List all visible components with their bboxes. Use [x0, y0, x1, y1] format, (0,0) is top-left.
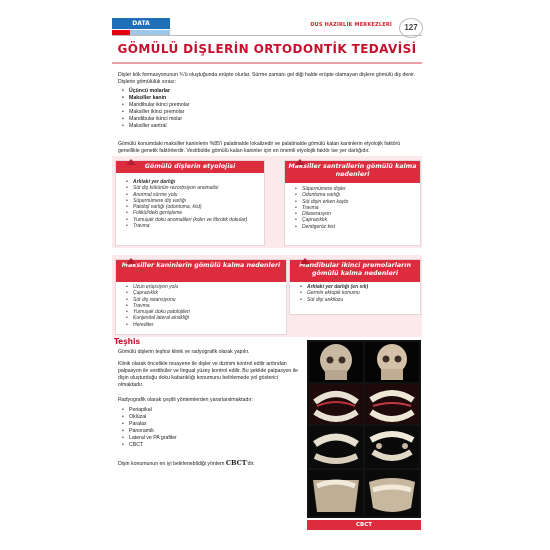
- box-tab-icon: [126, 258, 136, 264]
- list-item: • Mandibular ikinci premolar: [122, 102, 322, 109]
- list-item: • Mandibular ikinci molar: [122, 116, 322, 123]
- list-item: • Travma: [126, 223, 258, 229]
- list-item: • Süt diş kökünün rezorbsiyon anomalisi: [126, 185, 258, 191]
- etiology-list: [126, 179, 258, 229]
- premolar-box-title: Mandibular ikinci premolarların gömülü kalma nedenleri: [290, 260, 420, 282]
- diagnosis-heading: Teşhis: [114, 337, 141, 346]
- page-title: GÖMÜLÜ DİŞLERİN ORTODONTİK TEDAVİSİ: [117, 42, 417, 56]
- list-item: • Odontoma varlığı: [295, 192, 414, 198]
- diagnosis-p3: Radyografik olarak çeşitli yöntemlerden yararlanılmaktadır:: [118, 397, 253, 403]
- list-item: • Süt dişi ankilozu: [300, 297, 414, 303]
- diagnosis-p4: [118, 460, 303, 468]
- image-caption: CBCT: [307, 520, 421, 530]
- central-box: [284, 160, 421, 246]
- radiographic-methods-list: [122, 407, 272, 449]
- list-item: • Lateral ve PA grafiler: [122, 435, 272, 442]
- box-tab-icon: [126, 159, 136, 165]
- section-label: DUS HAZIRLIK MERKEZLERİ: [310, 22, 392, 28]
- list-item: • Arktaki yer darlığı (en sık): [300, 284, 414, 290]
- cbct-image-panel: [307, 340, 421, 518]
- central-list: [295, 186, 414, 230]
- cbct-renders-illustration: [307, 340, 421, 518]
- canine-list: [126, 284, 280, 328]
- diagnosis-p4-suffix: 'dir.: [246, 461, 255, 467]
- list-item: • Dentigeröz kist: [295, 224, 414, 230]
- list-item: • Yumuşak doku anomalileri (kalın ve fibrotik dokular): [126, 217, 258, 223]
- list-item: • Maksiller kanin: [122, 95, 322, 102]
- diagnosis-p2: Klinik olarak öncelikle muayene ile dişler ve dizinim kontrol edilir ardından palpasyon ile vestibüler ve lingual yüzey kontrol edilir. Bu şekilde palpasyon ile dişin oluşturduğu doku kabarıklığı konumunu belirlemede yol gösterici olmaktadır.: [118, 361, 298, 388]
- diagnosis-p4-prefix: Dişin konumunun en iyi belirlenebildiği yöntem: [118, 461, 226, 467]
- list-item: • Germin ektopik konumu: [300, 290, 414, 296]
- etiology-box-title: Gömülü dişlerin etyolojisi: [116, 161, 264, 173]
- list-item: • CBCT: [122, 442, 272, 449]
- list-item: • Çaprazıklık: [295, 217, 414, 223]
- central-box-title: Maksiller santrallerin gömülü kalma nedenleri: [285, 161, 420, 183]
- header-divider: [112, 35, 422, 36]
- list-item: • Panoramik: [122, 428, 272, 435]
- list-item: • Maksiller ikinci premolar: [122, 109, 322, 116]
- list-item: • Herediter: [126, 322, 280, 328]
- list-item: • Folikül/deki genişleme: [126, 210, 258, 216]
- list-item: • Süpernümere diş varlığı: [126, 198, 258, 204]
- box-tab-icon: [300, 258, 310, 264]
- list-item: • Süpernümere dişler: [295, 186, 414, 192]
- page-number: 127: [399, 18, 423, 38]
- list-item: • Süt dişin erken kaybı: [295, 199, 414, 205]
- etiology-box: [115, 160, 265, 246]
- list-item: • Arktaki yer darlığı: [126, 179, 258, 185]
- premolar-list: [300, 284, 414, 303]
- impaction-order-list: [122, 88, 322, 130]
- canine-box-title: Maksiller kaninlerin gömülü kalma nedenleri: [116, 260, 286, 282]
- diagnosis-p1: Gömülü dişlerin teşhisi klinik ve radyografik olarak yapılır.: [118, 349, 250, 355]
- list-item: • Çaprazıklık: [126, 290, 280, 296]
- list-item: • Yumuşak doku patolojileri: [126, 309, 280, 315]
- list-item: • Konjenital lateral eksikliği: [126, 315, 280, 321]
- list-item: • Patoloji varlığı (odontoma, kist): [126, 204, 258, 210]
- box-tab-icon: [295, 159, 305, 165]
- list-item: • Süt diş retansiyonu: [126, 297, 280, 303]
- list-item: • Uzun erüpsiyon yolu: [126, 284, 280, 290]
- intro-paragraph: Dişler kök formasyonunun ¾'ü oluştuğunda erüpte olurlar. Sürme zamanı gel diği halde erüpte olamayan dişlere gömülü diş denir. Dişlerin gömülülük sırası:: [118, 72, 416, 85]
- list-item: • Üçüncü molarlar: [122, 88, 322, 95]
- title-underline: [112, 62, 422, 64]
- logo-text: DATA: [112, 18, 170, 29]
- list-item: • Periapikal: [122, 407, 272, 414]
- list-item: • Paralax: [122, 421, 272, 428]
- canine-box: [115, 259, 287, 335]
- list-item: • Oklüzal: [122, 414, 272, 421]
- canine-paragraph: Gömülü konumdaki maksiller kaninlerin %85'i palatinalde lokalizedir ve palatinalde gömülü kalan kaninlerin etyolojik faktörü genellikle genetik faktörlerdir. Vestibülde gömülü kalan kaninler için en önemli etyolojik faktör ise yer darlığıdır.: [118, 141, 401, 154]
- list-item: • Travma: [295, 205, 414, 211]
- list-item: • Dilaserasyon: [295, 211, 414, 217]
- diagnosis-p4-emphasis: CBCT: [225, 459, 247, 467]
- list-item: • Maksiller santral: [122, 123, 322, 130]
- list-item: • Travma: [126, 303, 280, 309]
- premolar-box: [289, 259, 421, 315]
- list-item: • Anormal sürme yolu: [126, 192, 258, 198]
